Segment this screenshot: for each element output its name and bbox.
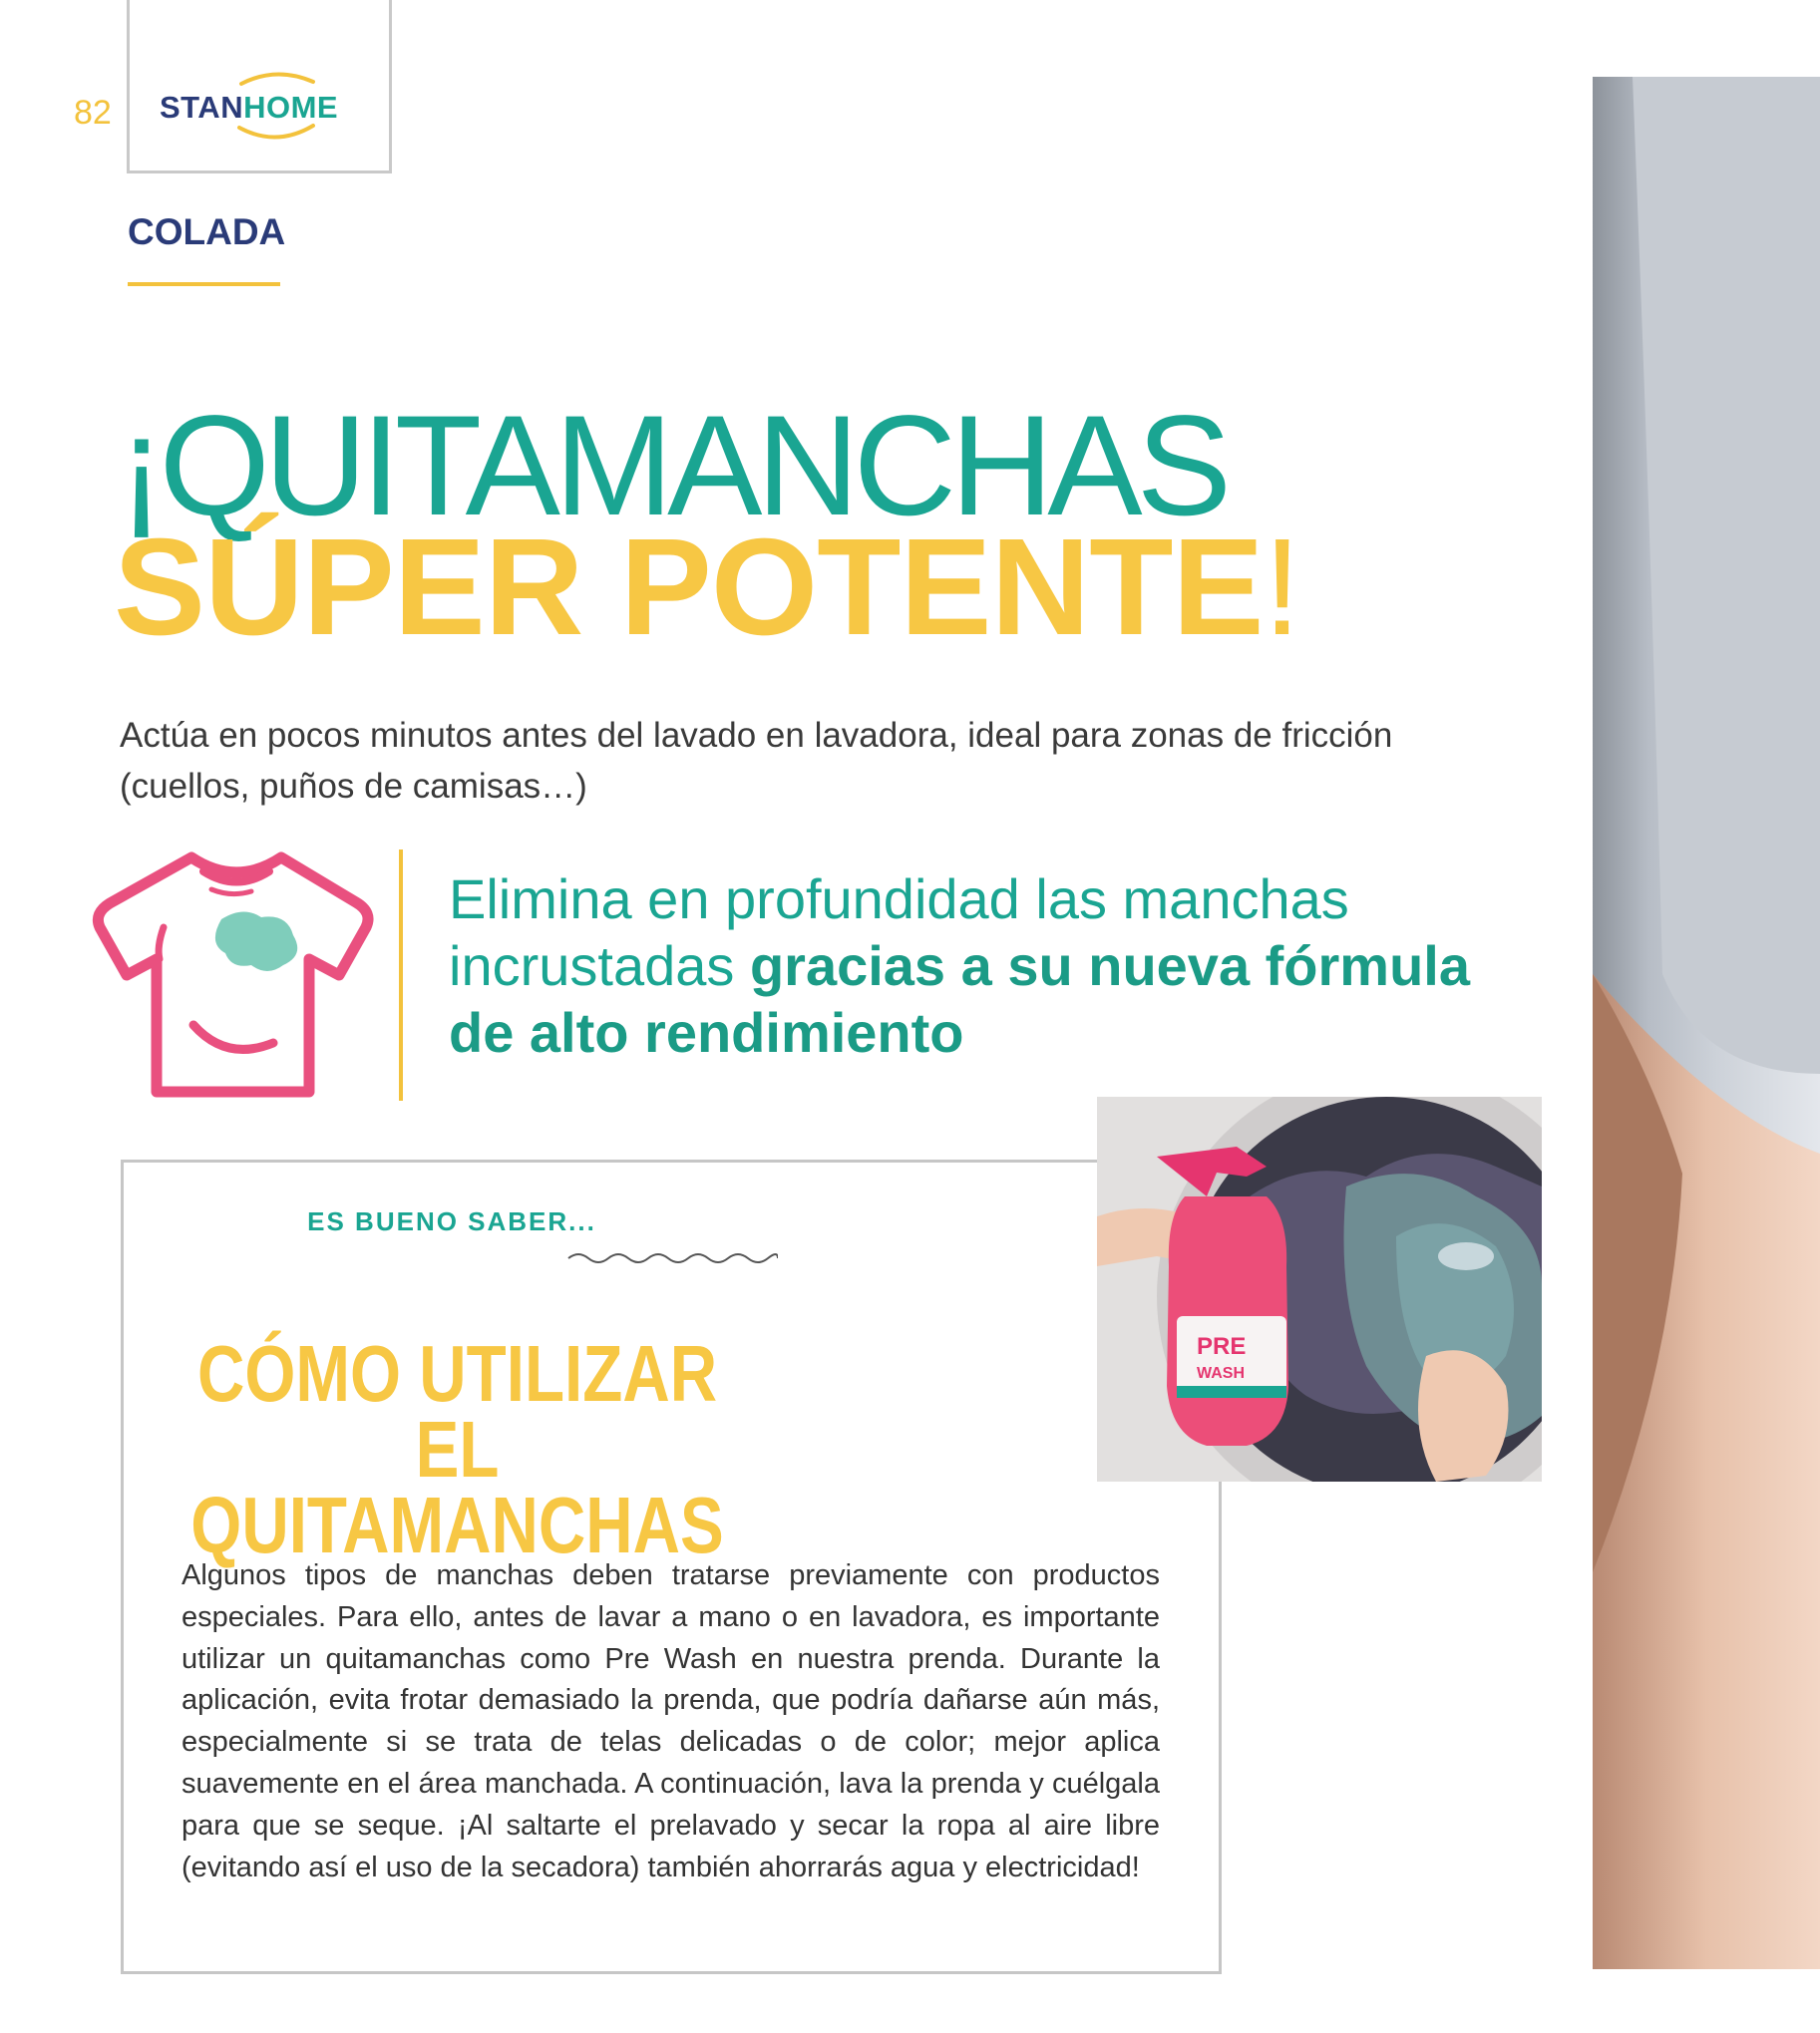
wave-divider-icon — [566, 1250, 778, 1266]
side-photo — [1593, 77, 1820, 1969]
brand-logo — [127, 0, 392, 173]
product-photo — [1097, 1097, 1542, 1482]
page-number: 82 — [74, 94, 112, 132]
headline-line-1: ¡QUITAMANCHAS — [118, 387, 1227, 545]
intro-paragraph: Actúa en pocos minutos antes del lavado en lavadora, ideal para zonas de fricción (cuellos, puños de camisas…) — [120, 716, 1393, 806]
washing-machine-scene — [1097, 1097, 1542, 1482]
feature-text-bold: gracias a su nueva fórmula de alto rendimiento — [449, 934, 1471, 1064]
headline-line-2-text: SÚPER POTENTE — [114, 510, 1264, 664]
feature-text-regular: Elimina en profundidad las manchas incrustadas — [449, 867, 1349, 997]
logo-stan: STAN — [160, 90, 244, 125]
logo-wordmark — [160, 90, 338, 126]
side-photo-art — [1593, 77, 1820, 1969]
info-kicker: ES BUENO SABER... — [307, 1206, 596, 1236]
logo-home: HOME — [243, 90, 339, 125]
feature-statement — [449, 865, 1546, 1066]
bottle-label-wash: WASH — [1197, 1365, 1245, 1382]
section-underline — [128, 282, 280, 286]
feature-divider — [399, 849, 403, 1101]
info-body: Algunos tipos de manchas deben tratarse previamente con productos especiales. Para ello, antes de lavar a mano o en lavadora, es importante utilizar un quitamanchas como Pre Wash en nuestra prenda. Durante la aplicación, evita frotar demasiado la prenda, que podría dañarse aún más, especialmente si se trata de telas delicadas o de color; mejor aplica suavemente en el área manchada. A continuación, lava la prenda y cuélgala para que se seque. ¡Al saltarte el prelavado y secar la ropa al aire libre (evitando así el uso de la secadora) también ahorrarás agua y electricidad! — [182, 1559, 1160, 1883]
headline-exclamation: ! — [1263, 510, 1300, 664]
stained-tshirt-icon — [92, 847, 381, 1107]
bottle-label-pre: PRE — [1197, 1333, 1247, 1360]
section-title: COLADA — [128, 211, 286, 252]
info-title: CÓMO UTILIZAR EL QUITAMANCHAS — [190, 1329, 724, 1569]
headline-line-2 — [114, 510, 1300, 664]
